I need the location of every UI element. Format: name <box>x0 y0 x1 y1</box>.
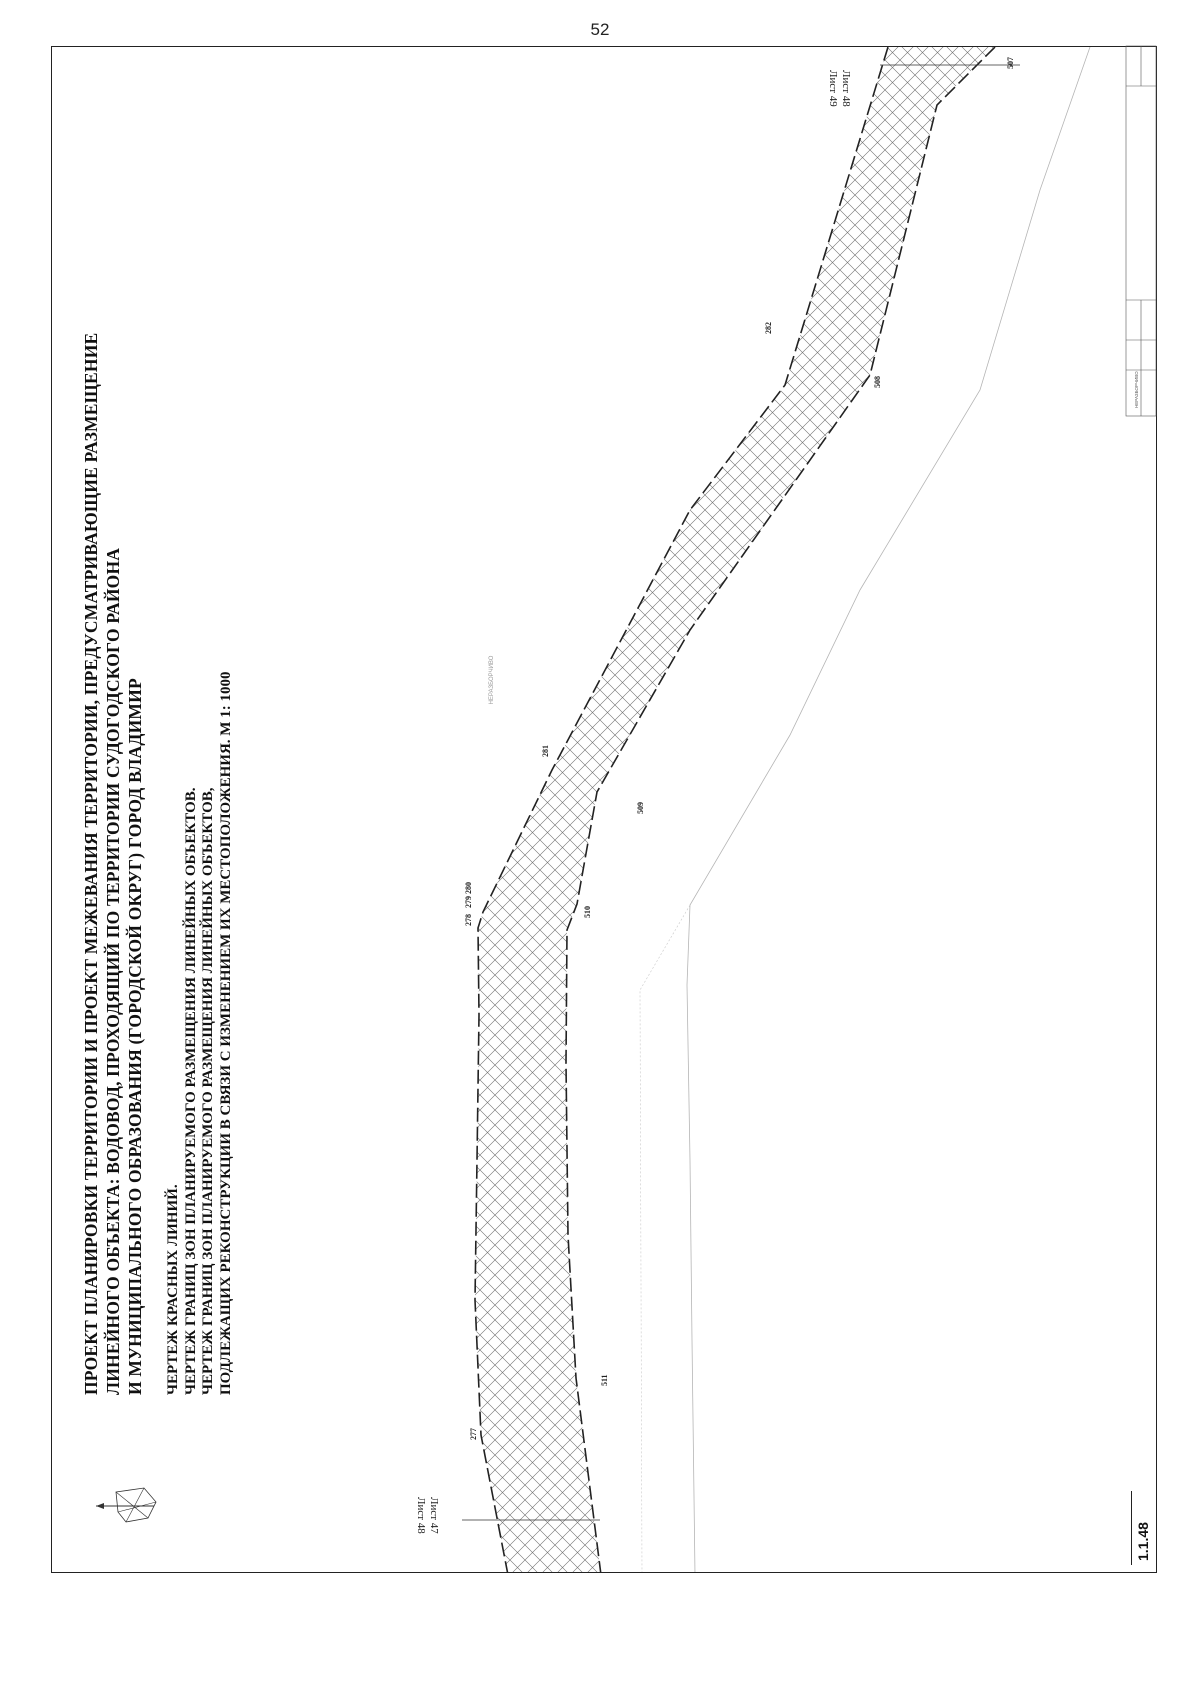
sheet-code: 1.1.48 <box>1135 1522 1151 1561</box>
sheet-code-box <box>1131 1491 1154 1565</box>
point-510: 510 <box>583 906 592 918</box>
subtitle-line-3: ЧЕРТЕЖ ГРАНИЦ ЗОН ПЛАНИРУЕМОГО РАЗМЕЩЕНИЯ ЛИНЕЙНЫХ ОБЪЕКТОВ, <box>200 787 216 1395</box>
point-509: 509 <box>636 802 645 814</box>
subtitle-line-4: ПОДЛЕЖАЩИХ РЕКОНСТРУКЦИИ В СВЯЗИ С ИЗМЕНЕНИЕМ ИХ МЕСТОПОЛОЖЕНИЯ. М 1: 1000 <box>217 671 234 1395</box>
point-282: 282 <box>764 322 773 334</box>
point-279: 279 <box>464 896 473 908</box>
subtitle-line-2: ЧЕРТЕЖ ГРАНИЦ ЗОН ПЛАНИРУЕМОГО РАЗМЕЩЕНИЯ ЛИНЕЙНЫХ ОБЪЕКТОВ. <box>182 787 199 1395</box>
point-277: 277 <box>469 1428 478 1440</box>
north-arrow-icon <box>96 1488 156 1522</box>
point-278: 278 <box>464 914 473 926</box>
title-stamp-grid <box>1126 46 1156 416</box>
point-511: 511 <box>600 1374 609 1386</box>
sheet-label-right-bottom: Лист 49 <box>827 70 839 107</box>
center-note: НЕРАЗБОРЧИВО <box>489 655 495 705</box>
drawing-subtitle <box>165 155 235 1395</box>
title-line-2: ЛИНЕЙНОГО ОБЪЕКТА: ВОДОВОД, ПРОХОДЯЩИЙ ПО ТЕРРИТОРИИ СУДОГОДСКОГО РАЙОНА <box>103 547 123 1395</box>
point-508: 508 <box>873 376 882 388</box>
red-line-right <box>566 47 995 1575</box>
point-281: 281 <box>541 745 550 757</box>
sheet-label-right-top: Лист 48 <box>840 70 852 107</box>
planned-zone-corridor <box>475 47 995 1575</box>
subtitle-line-1: ЧЕРТЕЖ КРАСНЫХ ЛИНИЙ. <box>165 1184 181 1395</box>
drawing-title <box>80 155 146 1395</box>
stamp-text: НЕРАЗБОРЧИВО <box>1134 371 1139 408</box>
point-507: 507 <box>1006 57 1015 69</box>
sheet-label-left-top: Лист 47 <box>428 1497 440 1534</box>
page-number: 52 <box>590 20 610 39</box>
title-line-1: ПРОЕКТ ПЛАНИРОВКИ ТЕРРИТОРИИ И ПРОЕКТ МЕЖЕВАНИЯ ТЕРРИТОРИИ, ПРЕДУСМАТРИВАЮЩИЕ РАЗМЕЩЕНИЕ <box>81 332 101 1395</box>
road-edge-line-2 <box>640 905 690 1575</box>
title-line-3: И МУНИЦИПАЛЬНОГО ОБРАЗОВАНИЯ (ГОРОДСКОЙ ОКРУГ) ГОРОД ВЛАДИМИР <box>125 678 145 1395</box>
sheet-label-left-bottom: Лист 48 <box>415 1497 427 1534</box>
point-280: 280 <box>464 882 473 894</box>
